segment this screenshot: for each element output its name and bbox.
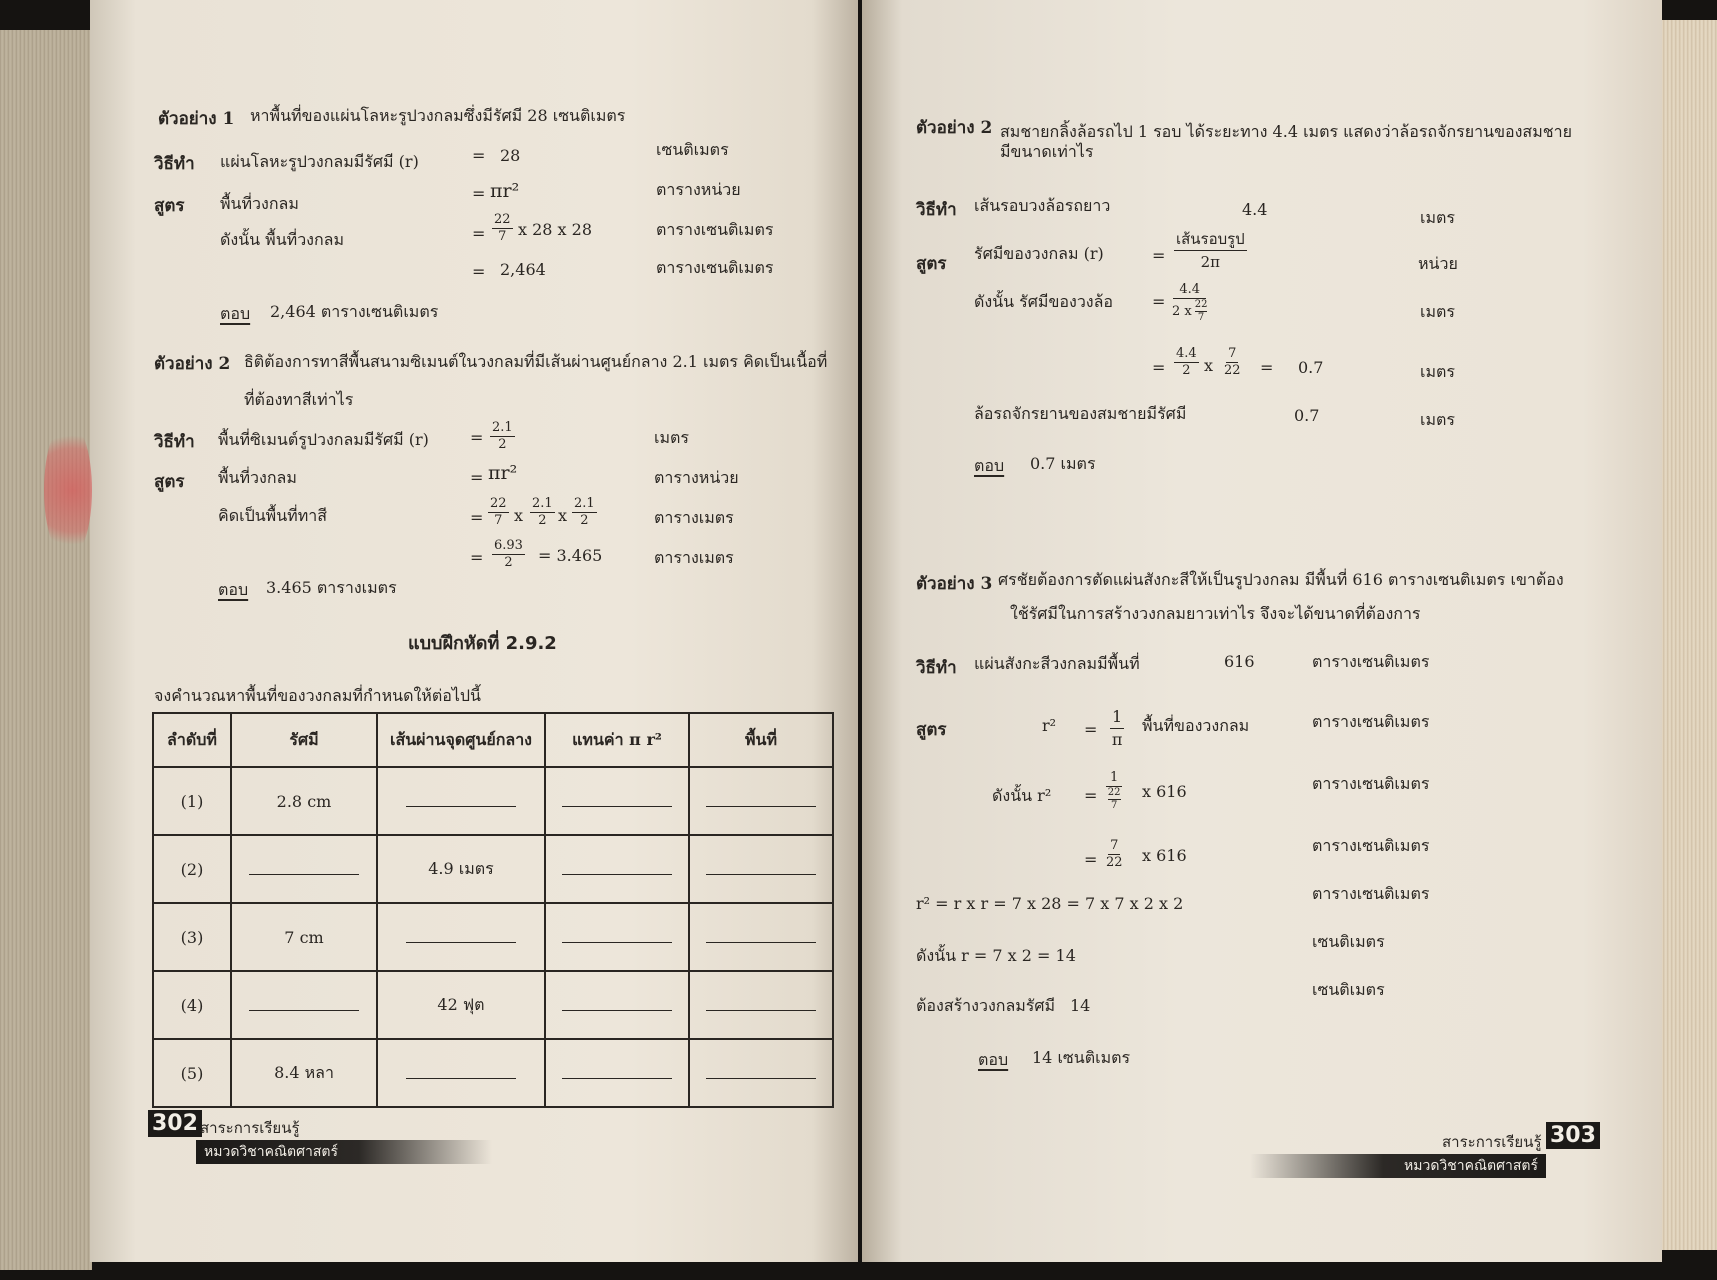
ex2-radius-fraction: $\frac{2.1}{2}$ <box>492 420 513 452</box>
r-ex3-question-l2: ใช้รัศมีในการสร้างวงกลมยาวเท่าไร จึงจะได้ขนาดที่ต้องการ <box>1010 604 1421 623</box>
ex2-calc-times-1: x <box>514 506 524 525</box>
r-ex2-answer-label: ตอบ <box>974 456 1005 475</box>
ex2-method-label: วิธีทำ <box>154 432 195 452</box>
table-row <box>153 1039 833 1107</box>
r-ex2-formula-eq: = <box>1152 246 1166 265</box>
ex2-answer: 3.465 ตารางเมตร <box>266 578 397 597</box>
ex2-calc-eq: = <box>470 508 484 527</box>
left-page-edges <box>0 30 92 1270</box>
r-ex2-wheel-unit: เมตร <box>1420 410 1455 429</box>
ex2-answer-label: ตอบ <box>218 580 249 599</box>
r-ex3-step2-fraction: $\frac{7}{22}$ <box>1106 838 1123 870</box>
row-area-blank <box>689 971 833 1039</box>
ex2-question-l2: ที่ต้องทาสีเท่าไร <box>244 390 354 409</box>
row-area-blank <box>689 1039 833 1107</box>
ex1-answer-label: ตอบ <box>220 304 251 323</box>
r-ex2-calc-fraction-a: $\frac{4.4}{2}$ <box>1176 346 1197 378</box>
table-row <box>153 835 833 903</box>
r-ex2-formula-fraction: เส้นรอบรูป 2π <box>1176 230 1245 271</box>
ex2-result-unit: ตารางเมตร <box>654 548 734 567</box>
ex1-eq: = <box>472 146 486 165</box>
row-no: (2) <box>153 835 231 903</box>
ex1-formula-eq: = <box>472 184 486 203</box>
r-ex2-wheel-text: ล้อรถจักรยานของสมชายมีรัศมี <box>974 404 1187 423</box>
header-substitute: แทนค่า π r² <box>545 713 689 767</box>
r-ex3-label: ตัวอย่าง 3 <box>916 574 993 594</box>
ex1-method-text: แผ่นโลหะรูปวงกลมมีรัศมี (r) <box>220 152 419 171</box>
ex1-fraction: $\frac{22}{7}$ <box>494 212 511 244</box>
ex2-calc-fraction-3: $\frac{2.1}{2}$ <box>574 496 595 528</box>
ex2-calc-fraction-2: $\frac{2.1}{2}$ <box>532 496 553 528</box>
r-ex3-answer: 14 เซนติเมตร <box>1032 1048 1131 1067</box>
row-no: (5) <box>153 1039 231 1107</box>
ex1-label: ตัวอย่าง 1 <box>158 109 235 129</box>
ex1-result-unit: ตารางเซนติเมตร <box>656 258 774 277</box>
right-brand: สาระการเรียนรู้ <box>1442 1133 1542 1151</box>
ex1-formula-label: สูตร <box>154 196 185 216</box>
table-row <box>153 903 833 971</box>
ex2-question-l1: ธิติต้องการทาสีพื้นสนามซิเมนต์ในวงกลมที่มีเส้นผ่านศูนย์กลาง 2.1 เมตร คิดเป็นเนื้อที่ <box>244 352 828 371</box>
row-diameter: 42 ฟุต <box>377 971 545 1039</box>
row-no: (3) <box>153 903 231 971</box>
r-ex3-formula-unit: ตารางเซนติเมตร <box>1312 712 1430 731</box>
row-diameter-blank <box>377 903 545 971</box>
r-ex2-calc-eq2: = <box>1260 358 1274 377</box>
r-ex2-wheel-value: 0.7 <box>1294 406 1320 425</box>
red-stamp-seal <box>44 420 92 560</box>
r-ex2-method-value: 4.4 <box>1242 200 1268 219</box>
ex2-formula-eq: = <box>470 468 484 487</box>
r-ex3-so-eq: = <box>1084 786 1098 805</box>
r-ex3-formula-fraction: $\frac{1}{\pi}$ <box>1111 707 1123 749</box>
row-no: (1) <box>153 767 231 835</box>
r-ex3-formula-eq: = <box>1084 720 1098 739</box>
r-ex3-build-text: ต้องสร้างวงกลมรัศมี <box>916 996 1056 1015</box>
r-ex2-method-label: วิธีทำ <box>916 200 957 220</box>
ex1-result: 2,464 <box>500 260 546 279</box>
ex2-formula-unit: ตารางหน่วย <box>654 468 739 487</box>
row-radius: 7 cm <box>231 903 377 971</box>
right-page-number: 303 <box>1546 1122 1600 1149</box>
r-ex3-rr-text: r² = r x r = 7 x 28 = 7 x 7 x 2 x 2 <box>916 894 1184 913</box>
ex2-method-unit: เมตร <box>654 428 689 447</box>
r-ex2-so-fraction: 4.4 2 x 22 7 <box>1172 282 1208 323</box>
row-radius-blank <box>231 835 377 903</box>
right-page <box>862 0 1662 1262</box>
left-brand: สาระการเรียนรู้ <box>200 1119 300 1137</box>
row-diameter: 4.9 เมตร <box>377 835 545 903</box>
row-substitute-blank <box>545 767 689 835</box>
r-ex3-rr-unit: ตารางเซนติเมตร <box>1312 884 1430 903</box>
row-substitute-blank <box>545 835 689 903</box>
r-ex2-question-l1: สมชายกลิ้งล้อรถไป 1 รอบ ได้ระยะทาง 4.4 เมตร แสดงว่าล้อรถจักรยานของสมชาย <box>1000 122 1572 141</box>
r-ex3-step1-fraction: 1 22 7 <box>1107 770 1121 811</box>
row-no: (4) <box>153 971 231 1039</box>
r-ex3-method-label: วิธีทำ <box>916 658 957 678</box>
r-ex3-build-value: 14 <box>1070 996 1091 1015</box>
header-diameter: เส้นผ่านจุดศูนย์กลาง <box>377 713 545 767</box>
r-ex2-formula-label: สูตร <box>916 254 947 274</box>
row-area-blank <box>689 903 833 971</box>
ex2-formula-value: πr² <box>488 462 518 484</box>
ex1-calc-tail: x 28 x 28 <box>518 220 593 239</box>
r-ex2-calc-fraction-b: $\frac{7}{22}$ <box>1224 346 1241 378</box>
r-ex3-step1-unit: ตารางเซนติเมตร <box>1312 774 1430 793</box>
row-radius: 2.8 cm <box>231 767 377 835</box>
r-ex3-formula-text: พื้นที่ของวงกลม <box>1142 716 1250 735</box>
r-ex2-so-text: ดังนั้น รัศมีของวงล้อ <box>974 292 1114 311</box>
r-ex3-formula-label: สูตร <box>916 720 947 740</box>
r-ex3-method-value: 616 <box>1224 652 1255 671</box>
r-ex3-question-l1: ศรชัยต้องการตัดแผ่นสังกะสีให้เป็นรูปวงกลม มีพื้นที่ 616 ตารางเซนติเมตร เขาต้อง <box>998 570 1564 589</box>
left-page-number: 302 <box>148 1110 202 1137</box>
row-substitute-blank <box>545 1039 689 1107</box>
r-ex3-so-text: ดังนั้น r² <box>992 786 1052 805</box>
r-ex3-build-unit: เซนติเมตร <box>1312 980 1385 999</box>
header-radius: รัศมี <box>231 713 377 767</box>
row-diameter-blank <box>377 767 545 835</box>
row-substitute-blank <box>545 971 689 1039</box>
ex2-calc-times-2: x <box>558 506 568 525</box>
row-area-blank <box>689 835 833 903</box>
ex2-formula-label: สูตร <box>154 472 185 492</box>
ex1-question: หาพื้นที่ของแผ่นโลหะรูปวงกลมซึ่งมีรัศมี 28 เซนติเมตร <box>250 106 626 125</box>
ex1-so-text: ดังนั้น พื้นที่วงกลม <box>220 230 345 249</box>
ex2-result-eq: = <box>470 548 484 567</box>
table-row <box>153 971 833 1039</box>
ex2-calc-unit: ตารางเมตร <box>654 508 734 527</box>
right-page-edges <box>1660 20 1717 1250</box>
table-row <box>153 767 833 835</box>
exercise-title: แบบฝึกหัดที่ 2.9.2 <box>408 633 557 654</box>
ex1-method-label: วิธีทำ <box>154 154 195 174</box>
r-ex3-formula-r2: r² <box>1042 716 1057 735</box>
ex2-calc-text: คิดเป็นพื้นที่ทาสี <box>218 506 327 525</box>
r-ex2-so-eq: = <box>1152 292 1166 311</box>
r-ex2-calc-result: 0.7 <box>1298 358 1324 377</box>
r-ex3-step2-unit: ตารางเซนติเมตร <box>1312 836 1430 855</box>
ex2-result: = 3.465 <box>538 546 603 565</box>
r-ex2-method-text: เส้นรอบวงล้อรถยาว <box>974 196 1111 215</box>
r-ex2-question-l2: มีขนาดเท่าไร <box>1000 142 1094 161</box>
r-ex2-so-unit: เมตร <box>1420 302 1455 321</box>
ex1-calc-eq: = <box>472 224 486 243</box>
row-radius: 8.4 หลา <box>231 1039 377 1107</box>
r-ex2-label: ตัวอย่าง 2 <box>916 118 993 138</box>
ex1-method-value: 28 <box>500 146 521 165</box>
ex1-formula-unit: ตารางหน่วย <box>656 180 741 199</box>
r-ex3-answer-label: ตอบ <box>978 1050 1009 1069</box>
r-ex3-r-text: ดังนั้น r = 7 x 2 = 14 <box>916 946 1076 965</box>
ex1-result-eq: = <box>472 262 486 281</box>
ex2-label: ตัวอย่าง 2 <box>154 354 231 374</box>
row-radius-blank <box>231 971 377 1039</box>
ex1-method-unit: เซนติเมตร <box>656 140 729 159</box>
r-ex2-formula-unit: หน่วย <box>1418 254 1458 273</box>
r-ex3-step2-tail: x 616 <box>1142 846 1187 865</box>
r-ex3-method-unit: ตารางเซนติเมตร <box>1312 652 1430 671</box>
r-ex3-r-unit: เซนติเมตร <box>1312 932 1385 951</box>
ex1-formula-value: πr² <box>490 180 520 202</box>
ex2-method-text: พื้นที่ซิเมนต์รูปวงกลมมีรัศมี (r) <box>218 430 429 449</box>
r-ex2-calc-eq: = <box>1152 358 1166 377</box>
ex1-calc-unit: ตารางเซนติเมตร <box>656 220 774 239</box>
header-area: พื้นที่ <box>689 713 833 767</box>
table-header-row <box>153 713 833 767</box>
ex2-result-fraction: $\frac{6.93}{2}$ <box>494 538 523 570</box>
left-subject-band: หมวดวิชาคณิตศาสตร์ <box>196 1140 492 1164</box>
r-ex2-calc-unit: เมตร <box>1420 362 1455 381</box>
row-area-blank <box>689 767 833 835</box>
row-substitute-blank <box>545 903 689 971</box>
exercise-table <box>152 712 834 1108</box>
header-no: ลำดับที่ <box>153 713 231 767</box>
r-ex3-step2-eq: = <box>1084 850 1098 869</box>
r-ex3-step1-tail: x 616 <box>1142 782 1187 801</box>
r-ex2-calc-times: x <box>1204 356 1214 375</box>
ex2-formula-text: พื้นที่วงกลม <box>218 468 297 487</box>
ex1-formula-text: พื้นที่วงกลม <box>220 194 299 213</box>
ex1-answer: 2,464 ตารางเซนติเมตร <box>270 302 439 321</box>
ex2-calc-fraction-1: $\frac{22}{7}$ <box>490 496 507 528</box>
row-diameter-blank <box>377 1039 545 1107</box>
r-ex2-formula-text: รัศมีของวงกลม (r) <box>974 244 1104 263</box>
r-ex3-method-text: แผ่นสังกะสีวงกลมมีพื้นที่ <box>974 654 1140 673</box>
exercise-instruction: จงคำนวณหาพื้นที่ของวงกลมที่กำหนดให้ต่อไปนี้ <box>154 686 481 705</box>
r-ex2-method-unit: เมตร <box>1420 208 1455 227</box>
right-subject-band: หมวดวิชาคณิตศาสตร์ <box>1250 1154 1546 1178</box>
r-ex2-answer: 0.7 เมตร <box>1030 454 1096 473</box>
ex2-eq: = <box>470 428 484 447</box>
